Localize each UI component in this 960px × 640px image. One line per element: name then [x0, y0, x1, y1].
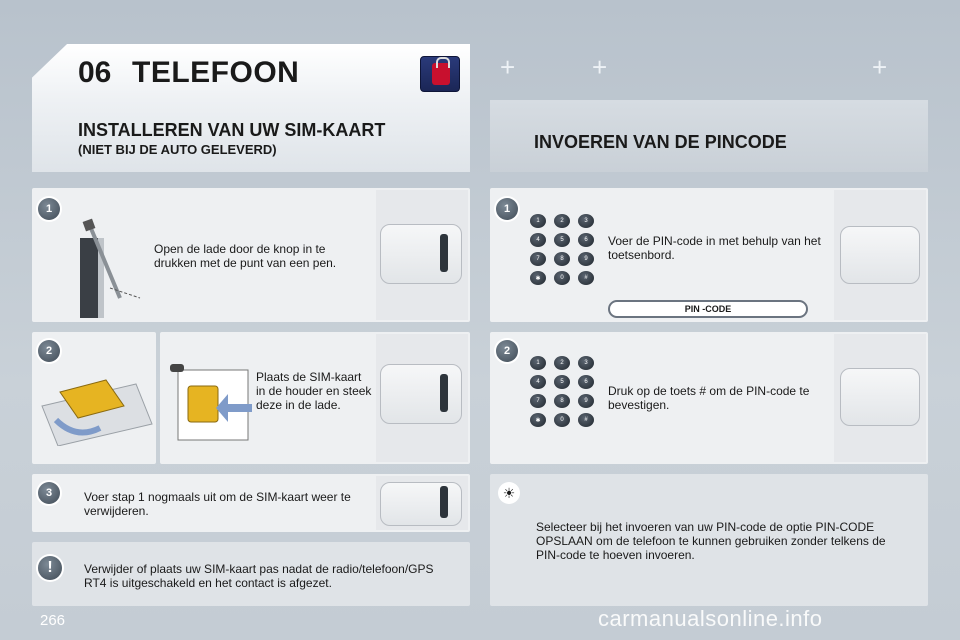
keypad-key: ✱: [530, 413, 546, 427]
tip-text: Selecteer bij het invoeren van uw PIN-code de optie PIN-CODE OPSLAAN om de telefoon te kunnen gebruiken zonder telkens de PIN-code te hoeven invoeren.: [536, 520, 886, 562]
step-badge: 2: [496, 340, 518, 362]
radio-unit-illustration: [376, 476, 468, 530]
keypad-key: 5: [554, 375, 570, 389]
keypad-key: 0: [554, 413, 570, 427]
pin-code-field: PIN -CODE: [608, 300, 808, 318]
keypad-key: 4: [530, 233, 546, 247]
right-step-2-text: Druk op de toets # om de PIN-code te bevestigen.: [608, 384, 810, 412]
keypad-key: 2: [554, 214, 570, 228]
left-step-3-text: Voer stap 1 nogmaals uit om de SIM-kaart weer te verwijderen.: [84, 490, 351, 518]
right-section-heading: INVOEREN VAN DE PINCODE: [534, 132, 787, 152]
keypad-key: 7: [530, 252, 546, 266]
keypad-key: 1: [530, 214, 546, 228]
chapter-number: 06: [78, 56, 112, 89]
keypad-key: #: [578, 271, 594, 285]
sim-tray-illustration: [36, 366, 156, 446]
keypad-key: 8: [554, 394, 570, 408]
radio-keypad-illustration: [834, 190, 926, 320]
keypad-key: 3: [578, 356, 594, 370]
keypad-key: 6: [578, 233, 594, 247]
right-step-1-text: Voer de PIN-code in met behulp van het toetsenbord.: [608, 234, 821, 262]
keypad-key: 9: [578, 394, 594, 408]
plus-decoration-icon: +: [592, 52, 608, 82]
warning-text: Verwijder of plaats uw SIM-kaart pas nadat de radio/telefoon/GPS RT4 is uitgeschakeld en het contact is afgezet.: [84, 562, 434, 590]
keypad-key: #: [578, 413, 594, 427]
step-badge: 1: [496, 198, 518, 220]
left-step-1-text: Open de lade door de knop in te drukken met de punt van een pen.: [154, 242, 337, 270]
pen-press-illustration: [70, 218, 150, 318]
left-section-subheading: (NIET BIJ DE AUTO GELEVERD): [78, 142, 277, 157]
page-number: 266: [40, 612, 66, 629]
keypad-key: 3: [578, 214, 594, 228]
keypad-key: 4: [530, 375, 546, 389]
plus-decoration-icon: +: [500, 52, 516, 82]
radio-unit-illustration: [376, 334, 468, 462]
radio-unit-illustration: [376, 190, 468, 320]
keypad-key: 5: [554, 233, 570, 247]
step-badge: 1: [38, 198, 60, 220]
sun-tip-icon: ☀: [498, 482, 520, 504]
keypad-key: 6: [578, 375, 594, 389]
phone-lock-icon: [420, 56, 460, 92]
step-badge: 3: [38, 482, 60, 504]
left-step-2-text: Plaats de SIM-kaart in de houder en steek deze in de lade.: [256, 370, 372, 412]
step-badge: 2: [38, 340, 60, 362]
plus-decoration-icon: +: [872, 52, 888, 82]
keypad-key: 8: [554, 252, 570, 266]
keypad-key: 9: [578, 252, 594, 266]
keypad-key: 1: [530, 356, 546, 370]
keypad-key: 0: [554, 271, 570, 285]
keypad-illustration: [528, 212, 600, 288]
left-section-heading: INSTALLEREN VAN UW SIM-KAART: [78, 120, 386, 140]
keypad-key: 7: [530, 394, 546, 408]
watermark: carmanualsonline.info: [598, 606, 823, 631]
chapter-title: TELEFOON: [132, 56, 300, 89]
warning-icon: !: [38, 556, 62, 580]
keypad-key: ✱: [530, 271, 546, 285]
radio-keypad-illustration: [834, 334, 926, 462]
keypad-key: 2: [554, 356, 570, 370]
keypad-illustration: [528, 354, 600, 430]
sim-holder-illustration: [168, 350, 258, 450]
